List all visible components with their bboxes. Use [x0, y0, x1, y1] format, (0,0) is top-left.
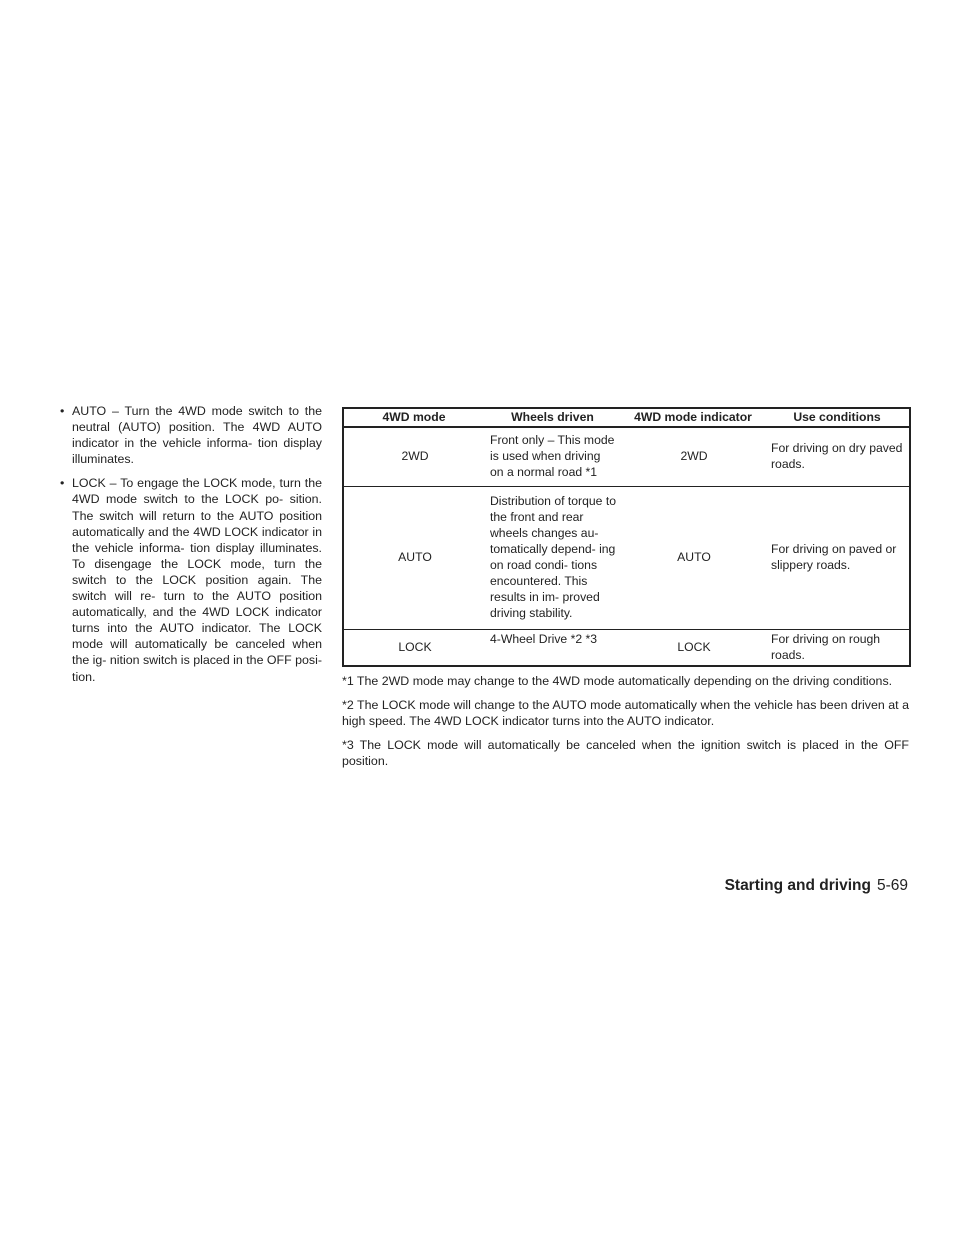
header-wheels-driven: Wheels driven: [484, 408, 621, 427]
footnote-3: *3 The LOCK mode will automatically be canceled when the ignition switch is placed in the OFF position.: [342, 737, 909, 768]
table-row: [343, 629, 910, 666]
cell-mode: LOCK: [343, 629, 484, 666]
cell-conditions: For driving on dry paved roads.: [765, 427, 910, 486]
bullet-text: LOCK – To engage the LOCK mode, turn the 4WD mode switch to the LOCK po- sition. The switch will return to the AUTO position automatically and the 4WD LOCK indicator in the vehicle informa- tion display illuminates. To disengage the LOCK mode, turn the switch to the LOCK position again. The switch will re- turn to the AUTO position automatically, and the 4WD LOCK indicator turns into the AUTO indicator. The LOCK mode will automatically be canceled when the ig- nition switch is placed in the OFF posi- tion.: [72, 476, 322, 684]
header-use-conditions: Use conditions: [765, 408, 910, 427]
bullet-auto: [56, 403, 322, 467]
page-footer: [725, 877, 908, 895]
header-4wd-mode-indicator: 4WD mode indicator: [621, 408, 765, 427]
mode-bullet-list: [56, 403, 322, 685]
table-header-row: [343, 408, 910, 427]
bullet-lock: [56, 475, 322, 684]
cell-mode: 2WD: [343, 427, 484, 486]
cell-indicator: AUTO: [621, 486, 765, 629]
cell-conditions: For driving on rough roads.: [765, 629, 910, 666]
header-4wd-mode: 4WD mode: [343, 408, 484, 427]
cell-conditions: For driving on paved or slippery roads.: [765, 486, 910, 629]
cell-wheels: 4-Wheel Drive *2 *3: [484, 629, 621, 666]
cell-indicator: LOCK: [621, 629, 765, 666]
footnote-1: *1 The 2WD mode may change to the 4WD mode automatically depending on the driving conditions.: [342, 673, 893, 688]
table-column: [342, 407, 909, 777]
cell-wheels: Distribution of torque to the front and rear wheels changes au- tomatically depend- ing on road condi- tions encountered. This results in im- proved driving stability.: [484, 486, 621, 629]
table-row: [343, 486, 910, 629]
bullet-text: AUTO – Turn the 4WD mode switch to the neutral (AUTO) position. The 4WD AUTO indicator in the vehicle informa- tion display illuminates.: [72, 404, 322, 467]
bullet-icon: •: [60, 404, 65, 418]
table-footnotes: [342, 673, 909, 769]
footnote-2: *2 The LOCK mode will change to the AUTO mode automatically when the vehicle has been driven at a high speed. The 4WD LOCK indicator turns into the AUTO indicator.: [342, 697, 909, 728]
bullet-icon: •: [60, 476, 65, 491]
cell-indicator: 2WD: [621, 427, 765, 486]
cell-wheels: Front only – This mode is used when driving on a normal road *1: [484, 427, 621, 486]
cell-mode: AUTO: [343, 486, 484, 629]
bullet-column: [56, 403, 322, 693]
4wd-mode-table: [342, 407, 911, 667]
page-number: 5-69: [876, 877, 908, 894]
table-row: [343, 427, 910, 486]
section-title: Starting and driving: [724, 877, 871, 894]
